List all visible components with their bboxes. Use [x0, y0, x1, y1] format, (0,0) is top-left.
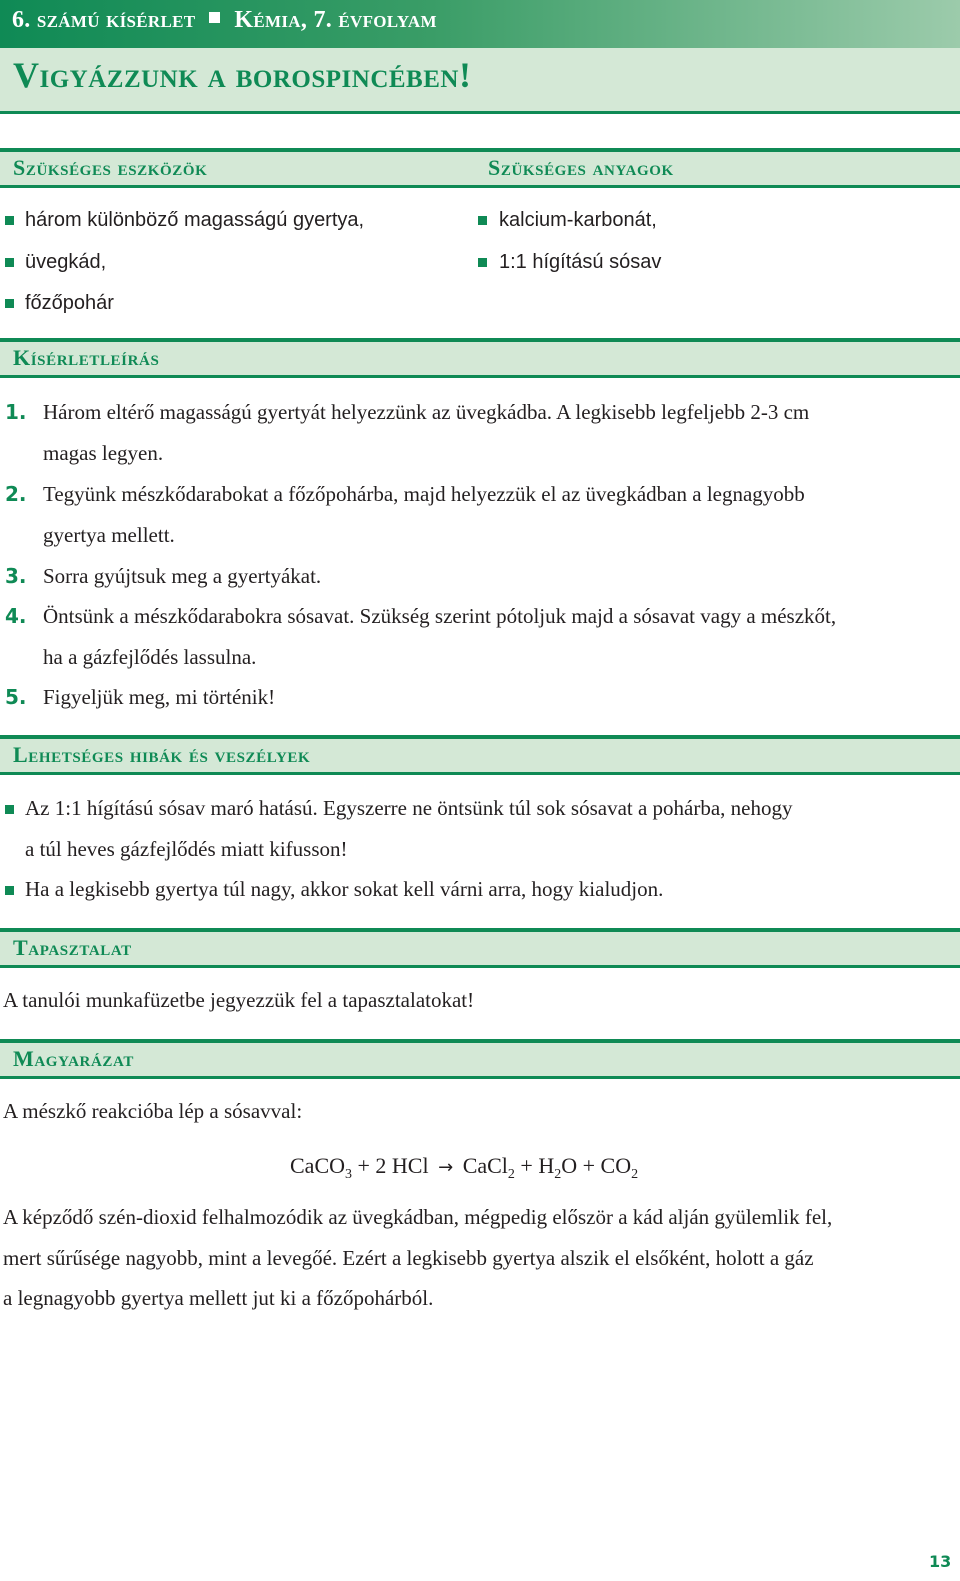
tool-item: üvegkád,	[25, 251, 107, 273]
bullet-icon	[478, 216, 487, 225]
subject-grade: Kémia, 7. évfolyam	[234, 7, 437, 33]
step-text: ha a gázfejlődés lassulna.	[43, 645, 257, 669]
bullet-icon	[478, 258, 487, 267]
hazard-text: Az 1:1 hígítású sósav maró hatású. Egyszerre ne öntsünk túl sok sósavat a pohárba, nehogy	[25, 796, 793, 820]
step-text: magas legyen.	[43, 441, 164, 465]
step-number: 2.	[5, 482, 27, 506]
hazards-heading: Lehetséges hibák és veszélyek	[13, 742, 311, 767]
explanation-text: a legnagyobb gyertya mellett jut ki a főzőpohárból.	[3, 1286, 434, 1310]
step-text: Öntsünk a mészkődarabokra sósavat. Szükség szerint pótoljuk majd a sósavat vagy a mészkőt,	[43, 604, 837, 628]
tools-heading: Szükséges eszközök	[13, 155, 208, 180]
page-title: Vigyázzunk a borospincében!	[13, 55, 472, 95]
bullet-icon	[5, 886, 14, 895]
section-header-hazards	[0, 735, 960, 775]
step-number: 5.	[5, 685, 27, 709]
header-text	[12, 7, 437, 34]
step-text: Tegyünk mészkődarabokat a főzőpohárba, majd helyezzük el az üvegkádban a legnagyobb	[43, 482, 805, 506]
bullet-icon	[5, 258, 14, 267]
material-item: 1:1 hígítású sósav	[499, 251, 662, 273]
step-text: Figyeljük meg, mi történik!	[43, 685, 276, 709]
bullet-icon	[5, 805, 14, 814]
bullet-icon	[5, 216, 14, 225]
arrow-right-icon: →	[438, 1157, 454, 1178]
step-text: Három eltérő magasságú gyertyát helyezzünk az üvegkádba. A legkisebb legfeljebb 2-3 cm	[43, 400, 810, 424]
title-bar	[0, 48, 960, 114]
step-number: 4.	[5, 604, 27, 628]
explanation-text: mert sűrűsége nagyobb, mint a levegőé. Ezért a legkisebb gyertya alszik el elsőként, holott a gáz	[3, 1246, 814, 1270]
page-number: 13	[929, 1552, 952, 1571]
procedure-heading: Kísérletleírás	[13, 345, 160, 370]
section-header-explanation	[0, 1039, 960, 1079]
hazard-text: a túl heves gázfejlődés miatt kifusson!	[25, 837, 348, 861]
tool-item: főzőpohár	[25, 292, 114, 314]
explanation-heading: Magyarázat	[13, 1046, 134, 1071]
bullet-icon	[5, 299, 14, 308]
experiment-number: 6. számú kísérlet	[12, 7, 196, 33]
chemical-equation: CaCO$_3$ + 2 HCl → CaCl$_2$ + $H_2O + CO_2$	[290, 1153, 639, 1182]
tool-item: három különböző magasságú gyertya,	[25, 209, 365, 231]
observation-heading: Tapasztalat	[13, 935, 132, 960]
materials-heading: Szükséges anyagok	[488, 155, 674, 180]
material-item: kalcium-karbonát,	[499, 209, 657, 231]
explanation-intro: A mészkő reakcióba lép a sósavval:	[3, 1099, 303, 1123]
step-text: Sorra gyújtsuk meg a gyertyákat.	[43, 564, 322, 588]
step-number: 1.	[5, 400, 27, 424]
square-separator-icon	[209, 12, 220, 23]
observation-text: A tanulói munkafüzetbe jegyezzük fel a tapasztalatokat!	[3, 988, 475, 1012]
explanation-text: A képződő szén-dioxid felhalmozódik az üvegkádban, mégpedig először a kád alján gyülemlik fel,	[3, 1205, 833, 1229]
header-bar	[0, 0, 960, 48]
section-header-observation	[0, 928, 960, 968]
section-header-tools-materials	[0, 148, 960, 188]
section-header-procedure	[0, 338, 960, 378]
step-text: gyertya mellett.	[43, 523, 175, 547]
hazard-text: Ha a legkisebb gyertya túl nagy, akkor sokat kell várni arra, hogy kialudjon.	[25, 877, 664, 901]
step-number: 3.	[5, 564, 27, 588]
